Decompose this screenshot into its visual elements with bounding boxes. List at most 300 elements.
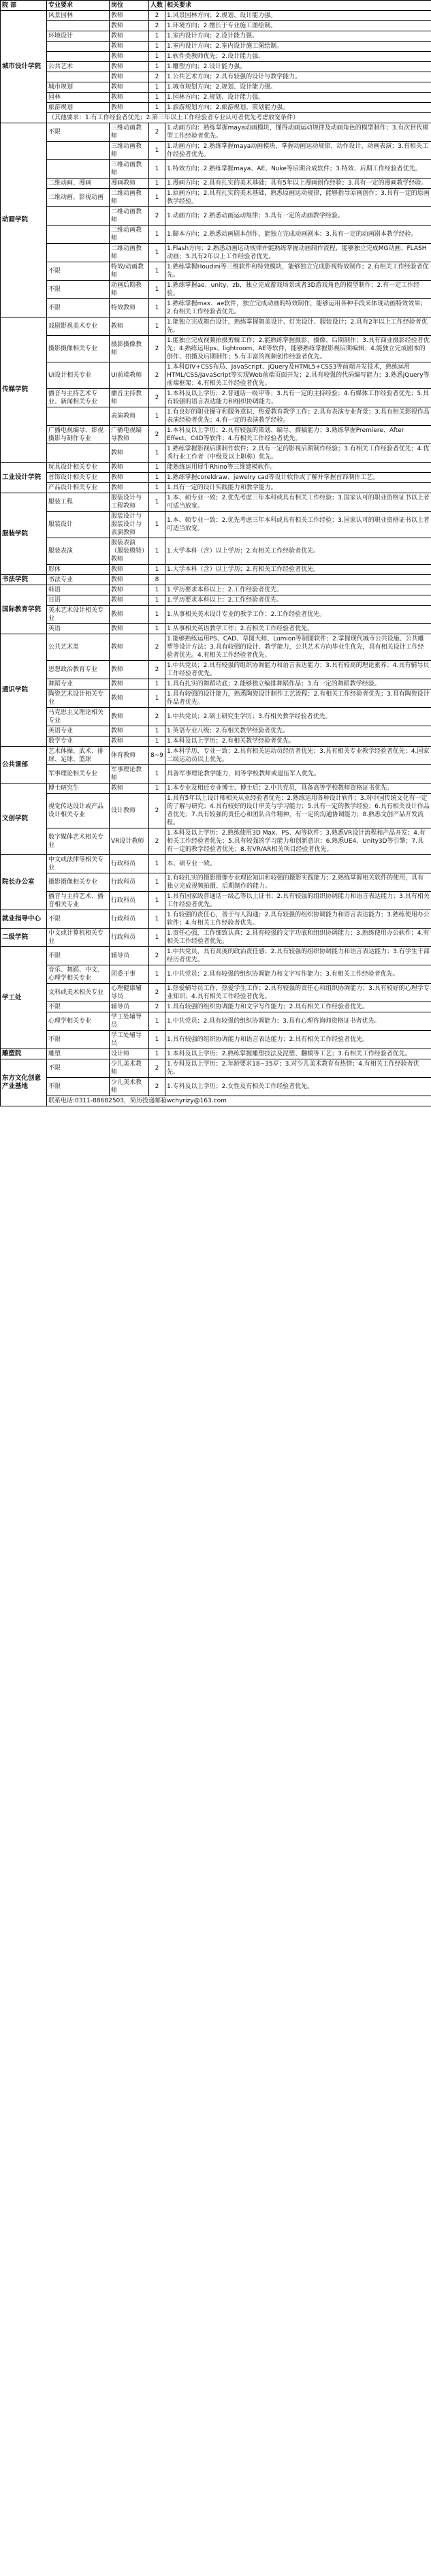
requirements-cell: 1.动画方向；2.熟悉动画运动规律；3.具有一定的动画教学经验。	[165, 207, 431, 226]
table-row	[1, 1059, 431, 1078]
header-major: 专业要求	[47, 1, 110, 11]
table-header-row	[1, 1, 431, 11]
dept-cell: 就业指导中心	[1, 910, 47, 929]
position-cell: 学工处辅导员	[110, 1012, 149, 1031]
table-row	[1, 689, 431, 708]
major-cell: 不限	[47, 1059, 110, 1078]
dept-cell: 学工处	[1, 947, 47, 1049]
table-row	[1, 726, 431, 736]
count-cell: 1	[149, 226, 165, 244]
major-cell: 城市规划	[47, 82, 110, 93]
count-cell: 1	[149, 538, 165, 565]
table-row	[1, 679, 431, 689]
count-cell: 1	[149, 103, 165, 113]
table-row	[1, 262, 431, 281]
requirements-cell: 1.漫画方向；2.具有扎实的美术基础；具有5年以上漫画创作经验；3.具有一定的漫画教学经验。	[165, 179, 431, 189]
footnote-row	[1, 1096, 431, 1106]
table-row	[1, 426, 431, 444]
table-row	[1, 11, 431, 21]
position-cell: 教师	[110, 93, 149, 103]
major-cell	[47, 21, 110, 31]
table-row	[1, 389, 431, 407]
major-cell: 服装工程	[47, 493, 110, 512]
table-row	[1, 52, 431, 62]
major-cell: 不限	[47, 123, 110, 142]
position-cell: 行政科员	[110, 873, 149, 892]
recruitment-table	[0, 0, 431, 1106]
major-cell: 陶瓷艺术设计相关专业	[47, 689, 110, 708]
count-cell: 2	[149, 389, 165, 407]
requirements-cell: 1.Flash方向；2.熟悉动画运动规律并能熟练掌握动画制作流程，能够独立完成MG动画、FLASH动画；3.具有2年以上工作经验者优先。	[165, 244, 431, 262]
count-cell: 2	[149, 984, 165, 1002]
major-cell: 美术艺术设计相关专业	[47, 606, 110, 624]
position-cell: 教师	[110, 11, 149, 21]
position-cell: 教师	[110, 575, 149, 585]
table-row	[1, 1031, 431, 1049]
position-cell: 特效教师	[110, 299, 149, 317]
position-cell: 动画后期教师	[110, 281, 149, 299]
requirements-cell: 1.软件类教师优先；2.设计能力强。	[165, 52, 431, 62]
position-cell: UI前端教师	[110, 362, 149, 389]
major-cell: 英语	[47, 624, 110, 634]
position-cell: 教师	[110, 624, 149, 634]
count-cell: 1	[149, 595, 165, 606]
major-cell: 产品设计相关专业	[47, 483, 110, 493]
table-row	[1, 93, 431, 103]
dept-cell: 动画学院	[1, 123, 47, 317]
count-cell: 1	[149, 444, 165, 463]
major-cell: 二维动画、影视动画	[47, 189, 110, 207]
position-cell: 教师	[110, 585, 149, 595]
table-row	[1, 984, 431, 1002]
position-cell: 教师	[110, 52, 149, 62]
table-row	[1, 473, 431, 483]
count-cell: 1	[149, 483, 165, 493]
header-dept: 院 部	[1, 1, 47, 11]
count-cell: 2	[149, 661, 165, 679]
table-row	[1, 892, 431, 910]
table-row	[1, 362, 431, 389]
table-row	[1, 855, 431, 873]
requirements-cell: 1.中共党员，具有高度的政治责任感；2.具有较强的组织协调能力和语言表达能力；3.有学生干部经历者优先。	[165, 947, 431, 965]
requirements-cell	[165, 575, 431, 585]
major-cell: 心理学相关专业	[47, 1012, 110, 1031]
requirements-cell: 1.热爱辅导员工作，热爱学生工作；2.具有较强的责任心和组织协调能力；3.具有较好的心理学专业知识；4.具有相关工作经验者优先。	[165, 984, 431, 1002]
count-cell: 1	[149, 689, 165, 708]
table-row	[1, 595, 431, 606]
count-cell: 1	[149, 82, 165, 93]
table-row	[1, 299, 431, 317]
table-row	[1, 794, 431, 828]
major-cell: 播音与主持艺术、播音相关专业	[47, 892, 110, 910]
requirements-cell: 1.具有一定的设计实践能力和教学能力。	[165, 483, 431, 493]
requirements-cell: 1.大学本科（含）以上学历；2.有相关工作经验者优先。	[165, 538, 431, 565]
requirements-cell: 本、硕专业一致。	[165, 855, 431, 873]
requirements-cell: 1.本专业及相近专业博士、博士后；2.中共党员，具备高等学校教师资格证书优先。	[165, 783, 431, 794]
position-cell: 行政科员	[110, 910, 149, 929]
position-cell: 教师	[110, 708, 149, 726]
major-cell	[47, 52, 110, 62]
position-cell: 心理健康辅导员	[110, 984, 149, 1002]
position-cell: 表演教师	[110, 407, 149, 426]
requirements-cell: 1.公共艺术方向；2.具有较强的设计与教学能力。	[165, 72, 431, 82]
requirements-cell: 1.能够熟练运用PS、CAD、草图大师、Lumion等制图软件；2.掌握现代城市公共设施、公共雕塑等设计方法；3.具有较强的设计、教学能力，公共艺术方向毕业生优先，具有相关设计工作经验者优先。4.有相关工作经验者优先。	[165, 634, 431, 661]
position-cell: 学工处辅导员	[110, 1031, 149, 1049]
table-row	[1, 538, 431, 565]
count-cell: 1	[149, 1049, 165, 1059]
table-row	[1, 317, 431, 336]
position-cell: 服装设计与工程教师	[110, 493, 149, 512]
position-cell: 教师	[110, 463, 149, 473]
position-cell: 教师	[110, 736, 149, 747]
major-cell	[47, 244, 110, 262]
requirements-cell: 具备军事理论教学能力，同等学校教师或退伍军人优先。	[165, 765, 431, 783]
requirements-cell: 1.动画方向；2.熟练掌握maya动画模块，掌握动画运动规律、动作设计、动画表演；3.有相关工作经验者优先。	[165, 142, 431, 160]
requirements-cell: 1.熟练掌握影视后期制作软件；2.具有一定的影视后期制作经验；3.有相关工作经验者优先；4.优秀行业工作者（中级及以上职称）优先。	[165, 444, 431, 463]
position-cell: 二维动画教师	[110, 189, 149, 207]
position-cell: 教师	[110, 565, 149, 575]
dept-cell: 工业设计学院	[1, 463, 47, 493]
position-cell: 辅导员	[110, 947, 149, 965]
table-row	[1, 965, 431, 984]
major-cell	[47, 407, 110, 426]
dept-cell: 公共课部	[1, 747, 47, 783]
table-row	[1, 910, 431, 929]
major-cell: 博士研究生	[47, 783, 110, 794]
requirements-cell: 1.有良好的职业操守和服务意识，热爱教育教学工作；2.具有表演专业背景；3.具有相关影视作品表演经验者优先；4.有一定的表演教学经验。	[165, 407, 431, 426]
count-cell: 1	[149, 52, 165, 62]
header-requirements: 相关要求	[165, 1, 431, 11]
header-position: 岗位	[110, 1, 149, 11]
table-row	[1, 565, 431, 575]
major-cell: 公共艺术类	[47, 634, 110, 661]
table-row	[1, 42, 431, 52]
table-row	[1, 624, 431, 634]
dept-cell: 东方文化创意产业基地	[1, 1059, 47, 1106]
count-cell: 2	[149, 21, 165, 31]
position-cell: 三维动画教师	[110, 160, 149, 179]
requirements-cell: 1.室内设计方向；2.设计能力强。	[165, 31, 431, 42]
major-cell: 戏剧影视美术专业	[47, 317, 110, 336]
major-cell: UI设计相关专业	[47, 362, 110, 389]
position-cell: 教师	[110, 606, 149, 624]
requirements-cell: 1.具有国家级普通话一级乙等以上证书；2.具有较强的组织协调能力和语言表达能力；3.具有相关工作经验者优先。	[165, 892, 431, 910]
table-row	[1, 634, 431, 661]
count-cell: 1	[149, 892, 165, 910]
position-cell: 教师	[110, 661, 149, 679]
position-cell: 三维动画教师	[110, 142, 149, 160]
position-cell: 播音主持教师	[110, 389, 149, 407]
position-cell: 教师	[110, 483, 149, 493]
major-cell: 播音与主持艺术专业、新闻相关专业	[47, 389, 110, 407]
major-cell: 玩具设计相关专业	[47, 463, 110, 473]
count-cell: 1	[149, 281, 165, 299]
count-cell: 1	[149, 726, 165, 736]
table-row	[1, 281, 431, 299]
count-cell: 1	[149, 624, 165, 634]
position-cell: 摄影摄像教师	[110, 336, 149, 362]
major-cell: 日语	[47, 595, 110, 606]
position-cell: 少儿美术教师	[110, 1078, 149, 1096]
major-cell: 英语专业	[47, 726, 110, 736]
count-cell: 1	[149, 299, 165, 317]
table-row	[1, 62, 431, 72]
table-row	[1, 929, 431, 947]
count-cell: 1	[149, 1031, 165, 1049]
requirements-cell: 1.具有较强的组织协调能力和文字写作能力；2.具有相关工作经验者优先。	[165, 1002, 431, 1012]
requirements-cell: 1.熟练掌握coreldraw、jewelry cad等设计软件或了解并掌握首饰制作工艺。	[165, 473, 431, 483]
table-row	[1, 606, 431, 624]
table-row	[1, 31, 431, 42]
major-cell: 马克思主义理论相关专业	[47, 708, 110, 726]
position-cell: 教师	[110, 726, 149, 736]
major-cell: 雕塑	[47, 1049, 110, 1059]
table-row	[1, 1012, 431, 1031]
requirements-cell: 1.学历要求本科以上；2.工作经验者优先。	[165, 585, 431, 595]
major-cell: 思想政治教育专业	[47, 661, 110, 679]
table-row	[1, 765, 431, 783]
major-cell: 韩语	[47, 585, 110, 595]
major-cell: 不限	[47, 299, 110, 317]
footnote-row	[1, 113, 431, 123]
requirements-cell: 1.专科及以上学历；2.年龄要求18~35岁；3.对少儿美术教育有热情；4.有相关工作经验者优先。	[165, 1059, 431, 1078]
major-cell: 视觉传达设计或产品设计相关专业	[47, 794, 110, 828]
count-cell: 1	[149, 473, 165, 483]
dept-cell: 二级学院	[1, 929, 47, 947]
position-cell: 教师	[110, 31, 149, 42]
requirements-cell: 1.本科及以上学历；2.熟练掌握雕塑技法及泥塑、翻模等工艺；3.有相关工作经验者优先。	[165, 1049, 431, 1059]
count-cell: 1	[149, 317, 165, 336]
count-cell: 2	[149, 708, 165, 726]
requirements-cell: 1.具有扎实的舞蹈功底；2.能够独立编排舞蹈作品；3.有一定的舞蹈教学经验。	[165, 679, 431, 689]
table-row	[1, 407, 431, 426]
requirements-cell: 1.动画方向：熟练掌握maya动画模块，懂得动画运动规律及动画角色的模型制作；3.有次世代模型工作经验者优先。	[165, 123, 431, 142]
requirements-cell: 1.本科及以上学历；2.有相关教学经验者优先。	[165, 736, 431, 747]
position-cell: 二维动画教师	[110, 226, 149, 244]
major-cell: 服装表演	[47, 538, 110, 565]
position-cell: 辅导员	[110, 1002, 149, 1012]
count-cell: 8	[149, 575, 165, 585]
section-footnote: 联系电话:0311-88682503，简历投递邮箱wchyrizy@163.com	[47, 1096, 431, 1106]
table-row	[1, 483, 431, 493]
requirements-cell: 1.本科及以上学历；2.具有较强的策划、编导、撰稿能力；3.熟练掌握Premiere、After Effect、C4D等软件；4.有相关工作经验者优先。	[165, 426, 431, 444]
dept-cell: 国际教育学院	[1, 585, 47, 634]
position-cell: 教师	[110, 473, 149, 483]
major-cell: 军事理论相关专业	[47, 765, 110, 783]
table-row	[1, 947, 431, 965]
position-cell: 服装表演（服装模特）教师	[110, 538, 149, 565]
position-cell: 教师	[110, 62, 149, 72]
table-row	[1, 1078, 431, 1096]
table-row	[1, 336, 431, 362]
position-cell: 设计教师	[110, 794, 149, 828]
requirements-cell: 1.旅游规划方向；2.旅游规划、策划能力强。	[165, 103, 431, 113]
count-cell: 2	[149, 634, 165, 661]
major-cell: 舞蹈专业	[47, 679, 110, 689]
requirements-cell: 1.本、硕专业一致；2.优先考虑三年本科或具有相关工作经验；3.国家认可的职业资格证书以上者可适当放宽。	[165, 512, 431, 538]
count-cell: 1	[149, 606, 165, 624]
count-cell: 1	[149, 463, 165, 473]
count-cell: 2	[149, 1002, 165, 1012]
position-cell: 广播电视编导教师	[110, 426, 149, 444]
count-cell: 8~9	[149, 747, 165, 765]
major-cell: 不限	[47, 1078, 110, 1096]
major-cell	[47, 72, 110, 82]
position-cell: 教师	[110, 634, 149, 661]
position-cell: 漫画教师	[110, 179, 149, 189]
count-cell: 1	[149, 160, 165, 179]
count-cell: 2	[149, 1059, 165, 1078]
count-cell: 1	[149, 585, 165, 595]
requirements-cell: 1.雕塑方向；2.设计能力强。	[165, 62, 431, 72]
count-cell: 1	[149, 873, 165, 892]
count-cell: 2	[149, 828, 165, 855]
count-cell: 1	[149, 679, 165, 689]
major-cell: 书法专业	[47, 575, 110, 585]
requirements-cell: 1.熟练掌握Houdini等三维软件和特效模块，能够独立完成影视特效制作；2.有相关工作经验者优先。	[165, 262, 431, 281]
position-cell: 行政科员	[110, 892, 149, 910]
count-cell: 1	[149, 565, 165, 575]
major-cell: 二维动画、漫画	[47, 179, 110, 189]
dept-cell: 城市设计学院	[1, 11, 47, 123]
requirements-cell: 1.具有较强的设计能力，熟悉陶瓷设计制作工艺流程；2.有相关工作经验者优先；3.具有陶瓷设计作品者优先。	[165, 689, 431, 708]
table-row	[1, 783, 431, 794]
major-cell	[47, 207, 110, 226]
count-cell: 1	[149, 1012, 165, 1031]
table-row	[1, 661, 431, 679]
dept-cell: 院长办公室	[1, 855, 47, 910]
table-row	[1, 444, 431, 463]
requirements-cell: 1.熟练掌握max、ae软件，独立完成动画的特效制作，能够运用各种手段来体现动画特效效果；2.有相关工作经验者优先。	[165, 299, 431, 317]
requirements-cell: 1.本科及以上学历；2.熟练使用3D Max、PS、AI等软件；3.熟悉VR设计流程和产品开发；4.有相关工作经验者优先；5.具有较强的学习能力和创新意识；6.熟悉UE4、Unity3D等引擎；7.具有一定的教学经验者优先；8.有VR/AR相关项目经验者优先。	[165, 828, 431, 855]
position-cell: 教师	[110, 103, 149, 113]
requirements-cell: 1.能独立完成舞台设计，熟练掌握舞美设计、灯光设计、服装设计；2.具有2年以上工作经验者优先。	[165, 317, 431, 336]
position-cell: 二维动画教师	[110, 207, 149, 226]
major-cell: 环境设计	[47, 31, 110, 42]
requirements-cell: 1.城市规划方向；2.规划、设计能力强。	[165, 82, 431, 93]
requirements-cell: 1.有较扎实的摄影摄像专业理论知识和较强的摄影实践能力；2.熟练掌握相关软件的使用，具有独立完成视频拍摄、后期制作的能力。	[165, 873, 431, 892]
requirements-cell: 1.责任心强，工作细致认真；2.具有较强的文字功底和组织协调能力；3.熟练使用办公软件；4.有相关工作经验者优先。	[165, 929, 431, 947]
requirements-cell: 1.本、硕专业一致；2.优先考虑三年本科或具有相关工作经验；3.国家认可的职业资格证书以上者可适当放宽。	[165, 493, 431, 512]
requirements-cell: 1.本科学历，专业一致；2.具有相关运动员经历者优先；3.具有相关专业教学经验者优先；4.国家二级运动员以上优先。	[165, 747, 431, 765]
dept-cell: 服装学院	[1, 493, 47, 575]
dept-cell: 通识学院	[1, 634, 47, 747]
position-cell: 服装设计与服装设计与表演教师	[110, 512, 149, 538]
table-row	[1, 747, 431, 765]
requirements-cell: 1.风景园林方向；2.规划、设计能力强。	[165, 11, 431, 21]
position-cell: 行政科员	[110, 929, 149, 947]
requirements-cell: 1.从事相关美术设计专业的教学工作；2.工作经验者优先。	[165, 606, 431, 624]
count-cell: 2	[149, 123, 165, 142]
count-cell: 2	[149, 11, 165, 21]
count-cell: 1	[149, 93, 165, 103]
position-cell: 二维动画教师	[110, 244, 149, 262]
count-cell: 2	[149, 426, 165, 444]
count-cell: 1	[149, 493, 165, 512]
table-row	[1, 1002, 431, 1012]
table-row	[1, 575, 431, 585]
requirements-cell: 1.大学本科（含）以上学历；2.有相关工作经验者优先。	[165, 565, 431, 575]
requirements-cell: 1.中共党员；2.具有较强的组织协调能力和文字写作能力；3.有相关工作经验者优先。	[165, 965, 431, 984]
requirements-cell: 1.具有较强的组织协调能力和语言表达能力；2.具有相关工作经验者优先。	[165, 1031, 431, 1049]
count-cell: 1	[149, 142, 165, 160]
major-cell: 数学专业	[47, 736, 110, 747]
major-cell	[47, 444, 110, 463]
table-row	[1, 1049, 431, 1059]
table-row	[1, 82, 431, 93]
position-cell: 体育教师	[110, 747, 149, 765]
major-cell: 广播电视编导、影视摄影与制作专业	[47, 426, 110, 444]
section-footnote: （其他要求：1.有工作经验者优先；2.第三年以上工作经验者专业认可者优先考虑放宽条件）	[47, 113, 431, 123]
major-cell	[47, 42, 110, 52]
position-cell: 设计师	[110, 1049, 149, 1059]
requirements-cell: 能熟练运用犀牛Rhino等三维建模软件。	[165, 463, 431, 473]
dept-cell: 雕塑院	[1, 1049, 47, 1059]
table-row	[1, 72, 431, 82]
major-cell	[47, 160, 110, 179]
major-cell: 首饰设计相关专业	[47, 473, 110, 483]
position-cell: 教师	[110, 783, 149, 794]
position-cell: 少儿美术教师	[110, 1059, 149, 1078]
major-cell: 旅游规划	[47, 103, 110, 113]
requirements-cell: 1.具有5年以上设计师相关从业经验者优先；2.熟练运用各种设计软件；3.对中国传统文化有一定的了解与研究；4.具有较好的设计审美与学习能力；5.具有一定的教学经验；6.具有相关设计作品者优先；7.具有较强的责任心和团队合作精神，有一定的沟通协调能力；8.熟悉文创产品开发流程。	[165, 794, 431, 828]
position-cell: 行政科员	[110, 855, 149, 873]
count-cell: 1	[149, 189, 165, 207]
requirements-cell: 1.原画方向；2.具有扎实的美术基础，熟悉原画运动规律，能够指导原画创作；3.具有一定的原画教学经验。	[165, 189, 431, 207]
count-cell: 1	[149, 736, 165, 747]
requirements-cell: 1.熟练掌握ae、unity、zb，独立完成游戏场景或者3D游戏角色的模型制作；2.有一定工作经验。	[165, 281, 431, 299]
major-cell: 公共艺术	[47, 62, 110, 72]
count-cell: 2	[149, 362, 165, 389]
position-cell: 教师	[110, 595, 149, 606]
table-row	[1, 736, 431, 747]
requirements-cell: 1.环境方向；2.擅长于专业施工图绘制。	[165, 21, 431, 31]
count-cell: 1	[149, 855, 165, 873]
position-cell: 教师	[110, 82, 149, 93]
table-row	[1, 160, 431, 179]
requirements-cell: 1.本科DIV+CSS布局、JavaScript、jQuery及HTML5+CSS3等前端开发技术，熟练运用HTML/CSS/JavaScript等实现Web前端页面开发；2.具有较强的代码编写能力；3.熟悉jQuery等前端框架；4.有相关工作经验者优先。	[165, 362, 431, 389]
count-cell: 1	[149, 244, 165, 262]
count-cell: 1	[149, 910, 165, 929]
count-cell: 2	[149, 794, 165, 828]
count-cell: 2	[149, 1078, 165, 1096]
table-row	[1, 189, 431, 207]
header-count: 人数	[149, 1, 165, 11]
table-row	[1, 244, 431, 262]
major-cell: 服装设计	[47, 512, 110, 538]
major-cell: 中文或法律等相关专业	[47, 855, 110, 873]
requirements-cell: 1.有较强的责任心，善于与人沟通；2.具有较强的组织协调能力和语言表达能力；3.熟练使用办公软件；4.有相关工作经验者优先。	[165, 910, 431, 929]
major-cell: 中文或计算机相关专业	[47, 929, 110, 947]
count-cell: 1	[149, 179, 165, 189]
major-cell: 摄影摄像相关专业	[47, 873, 110, 892]
position-cell: 教师	[110, 42, 149, 52]
table-row	[1, 103, 431, 113]
count-cell: 1	[149, 31, 165, 42]
requirements-cell: 1.英语专业八级；2.有相关教学经验者优先。	[165, 726, 431, 736]
count-cell: 2	[149, 947, 165, 965]
count-cell: 1	[149, 783, 165, 794]
requirements-cell: 1.室内设计方向；2.室内设计施工图绘制。	[165, 42, 431, 52]
count-cell: 1	[149, 62, 165, 72]
position-cell: VR设计教师	[110, 828, 149, 855]
position-cell: 特效/动画教师	[110, 262, 149, 281]
major-cell: 不限	[47, 281, 110, 299]
requirements-cell: 1.专科及以上学历；2.女性及有相关工作经验者优先。	[165, 1078, 431, 1096]
major-cell: 不限	[47, 1002, 110, 1012]
major-cell	[47, 142, 110, 160]
table-body	[1, 11, 431, 1106]
